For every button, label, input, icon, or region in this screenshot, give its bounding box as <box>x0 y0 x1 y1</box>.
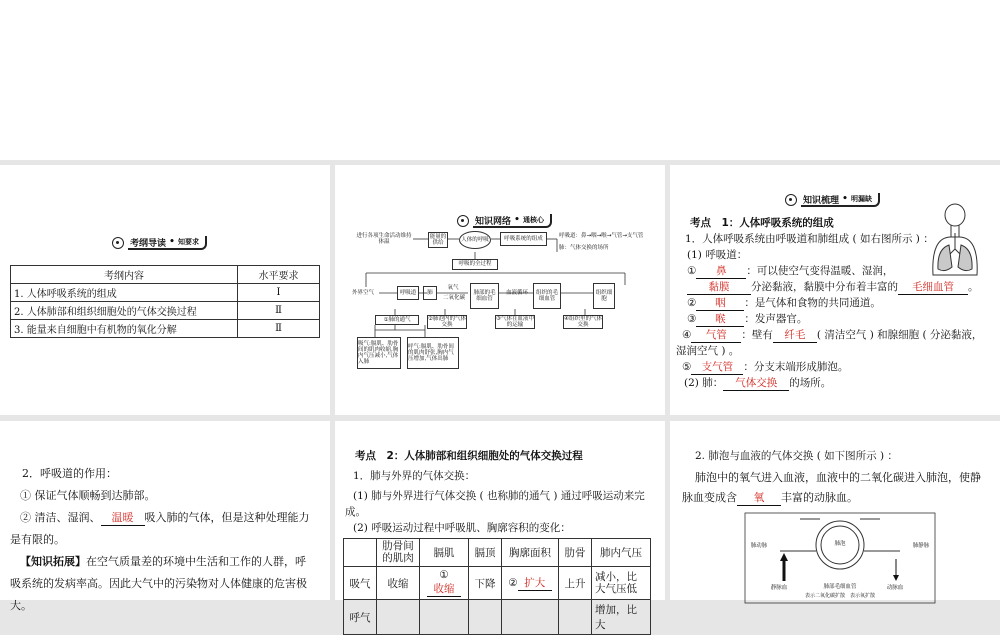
oxygen-label: 氧气 <box>447 284 459 291</box>
table-row <box>11 302 320 320</box>
arterial-blood-label: 动脉血 <box>886 584 904 591</box>
text-line: (2) 呼吸运动过程中呼吸肌、胸廓容积的变化： <box>353 522 571 534</box>
text-line: (2) 肺： 气体交换 的场所。 <box>684 377 832 389</box>
cell <box>377 600 420 635</box>
table-row <box>344 567 651 600</box>
header-cell: 肋骨间的肌肉 <box>377 539 420 567</box>
slide-gas-exchange-1 <box>335 421 665 632</box>
answer-blank: 黏膜 <box>687 279 751 295</box>
airway-box: 呼吸道 <box>397 286 419 300</box>
step-tissue-exchange: ④组织里的气体交换 <box>564 315 602 328</box>
table-row <box>344 600 651 635</box>
cell: ② 扩大 <box>502 567 559 600</box>
syllabus-banner <box>112 235 207 251</box>
row-label: 吸气 <box>344 567 377 600</box>
life-activity-label: 进行各项生命活动维持体温 <box>356 232 412 245</box>
answer-blank: 支气管 <box>691 359 743 375</box>
header-content: 考纲内容 <box>11 266 238 284</box>
banner-bar: 知识网络 • 通核心 <box>473 214 552 228</box>
answer-blank: 喉 <box>696 311 744 327</box>
step-transport: ③气体在血液中的运输 <box>496 315 534 328</box>
tissue-capillary-box: 组织的毛细血管 <box>533 283 561 309</box>
text-line: 黏膜 分泌黏液，黏膜中分布着丰富的 毛细血管 。 <box>687 279 979 295</box>
co2-label: 二氧化碳 <box>442 294 465 301</box>
cell: 减小，比大气压低 <box>592 567 651 600</box>
alveolus-label: 肺泡 <box>834 540 846 547</box>
answer-blank: 纤毛 <box>773 327 817 343</box>
cell: 下降 <box>469 567 502 600</box>
text-line: 1．肺与外界的气体交换： <box>353 470 476 482</box>
human-breath-oval: 人体的呼吸 <box>459 231 491 249</box>
tissue-cell-box: 组织细胞 <box>593 283 615 309</box>
cell: 上升 <box>559 567 592 600</box>
header-cell: 肋骨 <box>559 539 592 567</box>
concept-map-lines <box>335 165 665 415</box>
text-line: ① 鼻 ：可以使空气变得温暖、湿润， <box>687 265 894 277</box>
section-heading: 考点 2：人体肺部和组织细胞处的气体交换过程 <box>355 450 583 462</box>
step-alveolar-exchange: ②肺泡内的气体交换 <box>428 315 466 328</box>
lung-label: 肺：气体交换的场所 <box>559 244 609 251</box>
blood-circulation-label: 血液循环 <box>505 289 528 296</box>
cell: ①收缩 <box>420 567 469 600</box>
text-line: 2．呼吸道的作用： <box>22 467 117 480</box>
slide-knowledge-network <box>335 165 665 415</box>
syllabus-table <box>10 265 320 338</box>
energy-box: 能量的供给 <box>429 233 447 246</box>
header-cell: 膈肌 <box>420 539 469 567</box>
section-heading: 考点 1：人体呼吸系统的组成 <box>690 217 834 229</box>
capillary-label: 肺部毛细血管 <box>823 583 857 590</box>
table-row <box>11 284 320 302</box>
text-line: ① 保证气体顺畅到达肺部。 <box>20 489 156 502</box>
text-line: (1) 呼吸道： <box>687 249 748 261</box>
inhale-box: 吸气:膈肌、肋骨间的肌肉收缩,胸内气压减小,气体入肺 <box>357 337 401 369</box>
text-line: 2. 肺泡与血液的气体交换 ( 如下图所示 ) ： <box>695 450 898 462</box>
cell: 收缩 <box>377 567 420 600</box>
cell <box>502 600 559 635</box>
whole-process-box: 呼吸的全过程 <box>452 259 498 270</box>
text-line: 大。 <box>10 599 32 612</box>
row-level: Ⅱ <box>238 320 320 338</box>
pulmonary-vein-label: 肺静脉 <box>912 542 930 549</box>
cell <box>469 600 502 635</box>
banner-sub: 通核心 <box>523 216 545 224</box>
system-box: 呼吸系统的组成 <box>500 232 547 246</box>
answer-blank: 氧 <box>737 489 781 506</box>
cell <box>559 600 592 635</box>
helm-icon <box>785 194 797 206</box>
sorting-banner <box>785 192 880 208</box>
table-header-row <box>344 539 651 567</box>
row-content: 2. 人体肺部和组织细胞处的气体交换过程 <box>11 302 238 320</box>
table-header-row <box>11 266 320 284</box>
row-level: Ⅰ <box>238 284 320 302</box>
respiratory-system-figure <box>925 203 985 278</box>
text-line: ③ 喉 ：发声器官。 <box>687 313 808 325</box>
banner-bar: 知识梳理 • 明漏缺 <box>801 193 880 207</box>
text-line: 吸系统的发病率高。因此大气中的污染物对人体健康的危害极 <box>10 577 307 590</box>
slide-airway-function <box>0 421 330 612</box>
outside-air-label: 外界空气 <box>351 289 374 296</box>
breathing-table <box>343 538 651 635</box>
answer-blank: 鼻 <box>696 263 746 279</box>
banner-bar: 考纲导读 • 知要求 <box>128 236 207 250</box>
text-line: 成。 <box>345 506 366 518</box>
header-level: 水平要求 <box>238 266 320 284</box>
text-line: 肺泡中的氧气进入血液，血液中的二氧化碳进入肺泡，使静 <box>695 471 981 484</box>
text-line: ⑤ 支气管 ：分支末端形成肺泡。 <box>682 361 849 373</box>
row-label: 呼气 <box>344 600 377 635</box>
banner-sub: 明漏缺 <box>851 195 873 203</box>
text-line: ② 清洁、湿润、 温暖 吸入肺的气体，但是这种处理能力 <box>20 511 310 524</box>
text-line: 【知识拓展】在空气质量差的环境中生活和工作的人群，呼 <box>20 555 306 568</box>
venous-blood-label: 静脉血 <box>770 584 788 591</box>
table-row <box>11 320 320 338</box>
text-line: 是有限的。 <box>10 533 65 546</box>
text-line: 1．人体呼吸系统由呼吸道和肺组成 ( 如右图所示 ) ： <box>685 233 934 245</box>
airway-path-label: 呼吸道：鼻→咽→喉→气管→支气管 <box>559 232 644 239</box>
text-line: ② 咽 ：是气体和食物的共同通道。 <box>687 297 881 309</box>
text-line: 脉血变成含 氧 丰富的动脉血。 <box>682 491 858 504</box>
answer-blank: 温暖 <box>101 509 145 526</box>
helm-icon <box>112 237 124 249</box>
answer-blank: 气体交换 <box>723 375 789 391</box>
slide-gas-exchange-2 <box>670 421 1000 600</box>
text-line: 湿润空气 ) 。 <box>676 345 740 357</box>
banner-title: 考纲导读 <box>130 238 167 249</box>
cell <box>420 600 469 635</box>
diffusion-legend: 表示二氧化碳扩散 表示氧扩散 <box>804 592 875 599</box>
answer-blank: 毛细血管 <box>898 279 968 295</box>
exhale-box: 呼气:膈肌、肋骨间的肌肉舒张,胸内气压增加,气体出肺 <box>407 337 459 369</box>
top-blank-area <box>0 0 1000 160</box>
row-content: 3. 能量来自细胞中有机物的氧化分解 <box>11 320 238 338</box>
pulmonary-artery-label: 肺动脉 <box>750 542 768 549</box>
cell: 增加，比大 <box>592 600 651 635</box>
slide-knowledge-sorting <box>670 165 1000 415</box>
lung-box: 肺 <box>423 286 437 300</box>
header-cell: 胸廓面积 <box>502 539 559 567</box>
banner-title: 知识梳理 <box>803 195 840 206</box>
row-level: Ⅱ <box>238 302 320 320</box>
header-cell <box>344 539 377 567</box>
row-content: 1. 人体呼吸系统的组成 <box>11 284 238 302</box>
step-ventilation: ①肺的通气 <box>375 315 419 325</box>
banner-title: 知识网络 <box>475 216 512 227</box>
text-line: (1) 肺与外界进行气体交换 ( 也称肺的通气 ) 通过呼吸运动来完 <box>353 490 645 502</box>
banner-sub: 知要求 <box>178 238 200 246</box>
answer-blank: 扩大 <box>518 575 552 591</box>
header-cell: 膈顶 <box>469 539 502 567</box>
answer-blank: 咽 <box>696 295 744 311</box>
text-line: ④ 气管 ：壁有 纤毛 ( 清洁空气 ) 和腺细胞 ( 分泌黏液， <box>682 329 983 341</box>
answer-blank: 气管 <box>691 327 741 343</box>
answer-blank: 收缩 <box>427 581 461 597</box>
lung-capillary-box: 肺部的毛细血管 <box>470 283 499 309</box>
header-cell: 肺内气压 <box>592 539 651 567</box>
slide-syllabus <box>0 165 330 415</box>
